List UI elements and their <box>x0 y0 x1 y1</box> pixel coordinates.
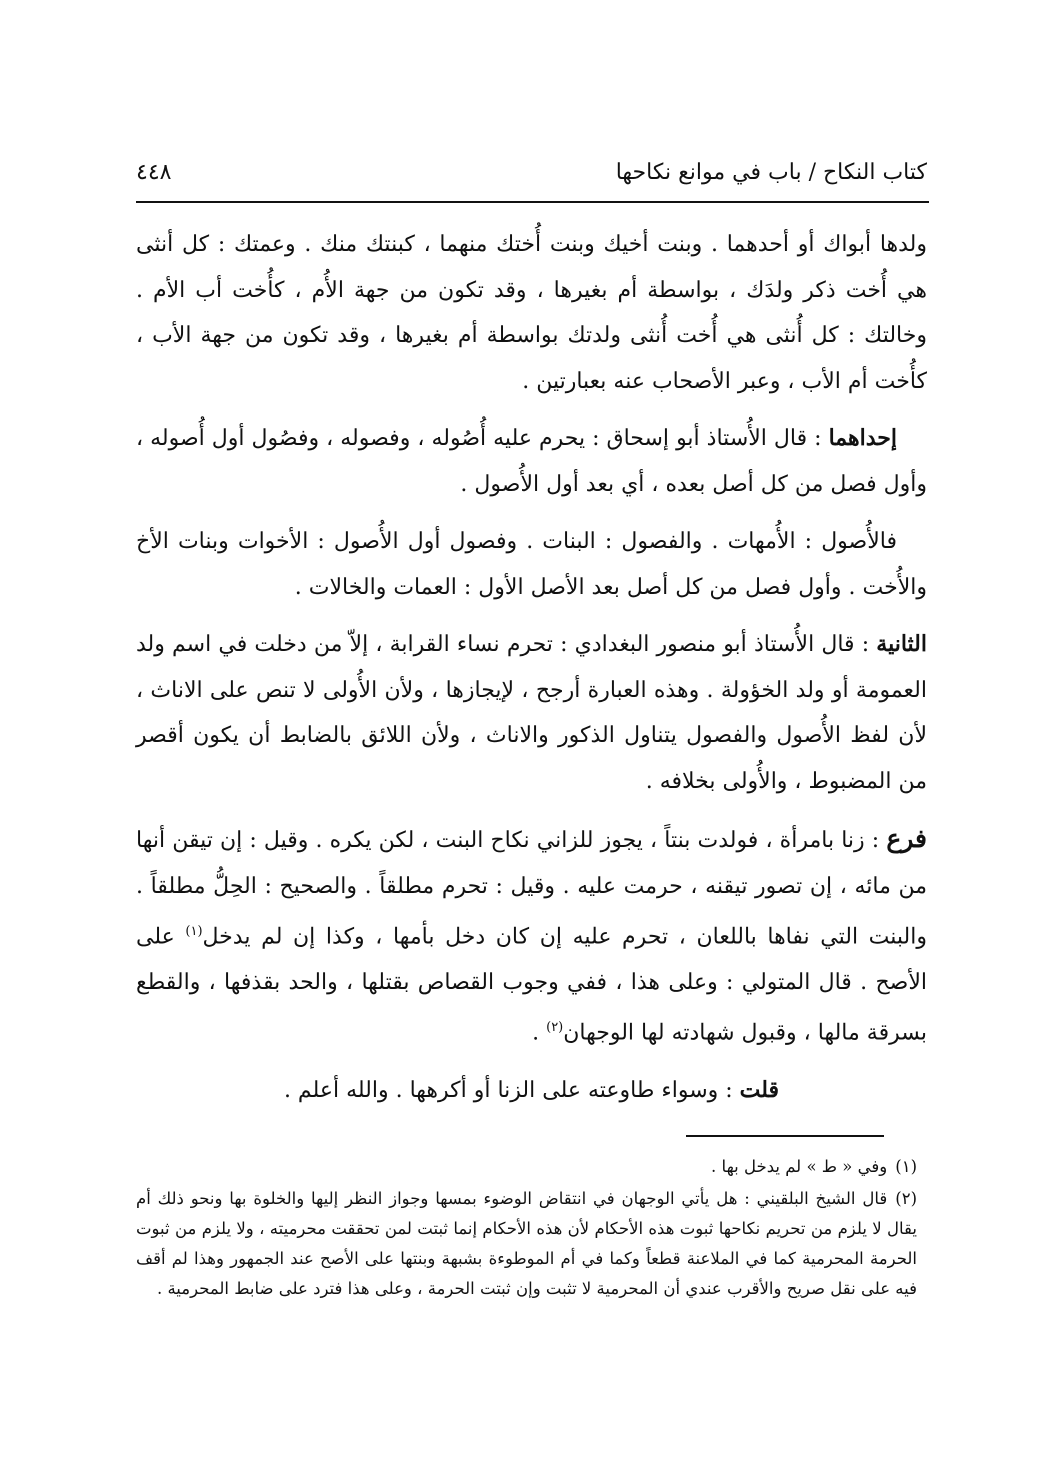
keyword-first: إحداهما <box>828 425 897 451</box>
footnote-1-number: (١) <box>895 1157 917 1176</box>
paragraph-4-text: : قال الأُستاذ أبو منصور البغدادي : تحرم نساء القرابة ، إلاّ من دخلت في اسم ولد العمومة أو ولد الخؤولة . وهذه العبارة أرجح ، لإيجازها ، ولأن الأُولى لا تنص على الاناث ، لأن لفظ الأُصول والفصول يتناول الذكور والاناث ، ولأن اللائق بالضابط أن يكون أقصر من المضبوط ، والأُولى بخلافه . <box>136 632 927 794</box>
paragraph-5-text-b: على الأصح . قال المتولي : وعلى هذا ، ففي وجوب القصاص بقتلها ، والحد بقذفها ، والقطع بسرقة مالها ، وقبول شهادته لها الوجهان <box>136 924 927 1046</box>
footnote-2-text: قال الشيخ البلقيني : هل يأتي الوجهان في انتقاض الوضوء بمسها وجواز النظر إليها والخلوة بها ونحو ذلك أم يقال لا يلزم من تحريم نكاحها ثبوت هذه الأحكام لأن هذه الأحكام إنما ثبتت لمن تحققت محرميته ، ولا يلزم من ثبوت الحرمة المحرمية كما في الملاعنة قطعاً وكما في أم الموطوءة بشبهة وبنتها على الأصح عند الجمهور وهذا لم أقف فيه على نقل صريح والأقرب عندي أن المحرمية لا تثبت وإن ثبتت الحرمة ، وعلى هذا فترد على ضابط المحرمية . <box>136 1189 917 1298</box>
paragraph-6 <box>136 1068 927 1114</box>
running-header <box>136 160 927 196</box>
page-number: ٤٤٨ <box>136 160 172 185</box>
main-text <box>136 222 927 1126</box>
paragraph-2-text: : قال الأُستاذ أبو إسحاق : يحرم عليه أُصُوله ، وفصوله ، وفصُول أول أُصوله ، وأول فصل من كل أصل بعده ، أي بعد أول الأُصول . <box>136 426 927 497</box>
chapter-title: كتاب النكاح / باب في موانع نكاحها <box>615 160 927 185</box>
paragraph-3: فالأُصول : الأُمهات . والفصول : البنات . وفصول أول الأُصول : الأخوات وبنات الأخ والأُخت . وأول فصل من كل أصل بعد الأصل الأول : العمات والخالات . <box>136 529 927 600</box>
footnote-ref-2[interactable]: (٢) <box>546 1020 564 1036</box>
footnote-separator <box>686 1135 884 1137</box>
keyword-second: الثانية <box>876 631 927 657</box>
paragraph-5 <box>136 816 927 1056</box>
paragraph-5-text-a: : زنا بامرأة ، فولدت بنتاً ، يجوز للزاني نكاح البنت ، لكن يكره . وقيل : إن تيقن أنها من مائه ، إن تصور تيقنه ، حرمت عليه . وقيل : تحرم مطلقاً . والصحيح : الحِلُّ مطلقاً . والبنت التي نفاها باللعان ، تحرم عليه إن كان دخل بأمها ، وكذا إن لم يدخل <box>136 828 927 950</box>
paragraph-1: ولدها أبواك أو أحدهما . وبنت أخيك وبنت أُختك منهما ، كبنتك منك . وعمتك : كل أنثى هي أُخت ذكر ولدَك ، بواسطة أم بغيرها ، وقد تكون من جهة الأُم ، كأُخت أب الأم . وخالتك : كل أُنثى هي أُخت أُنثى ولدتك بواسطة أم بغيرها ، وقد تكون من جهة الأب ، كأُخت أم الأب ، وعبر الأصحاب عنه بعبارتين . <box>136 232 927 394</box>
header-rule <box>136 201 929 203</box>
footnote-2-number: (٢) <box>895 1189 917 1208</box>
footnote-1 <box>136 1152 917 1182</box>
footnote-1-text: وفي « ط » لم يدخل بها . <box>711 1157 888 1176</box>
paragraph-5-text-c: . <box>532 1020 547 1046</box>
paragraph-4 <box>136 622 927 804</box>
paragraph-2 <box>136 416 927 507</box>
keyword-said: قلت <box>739 1077 780 1104</box>
footnote-2 <box>136 1184 917 1304</box>
footnotes <box>136 1152 917 1306</box>
paragraph-6-text: : وسواء طاوعته على الزنا أو أكرهها . والله أعلم . <box>283 1078 740 1104</box>
keyword-branch: فرع <box>886 824 927 853</box>
footnote-ref-1[interactable]: (١) <box>185 924 203 939</box>
